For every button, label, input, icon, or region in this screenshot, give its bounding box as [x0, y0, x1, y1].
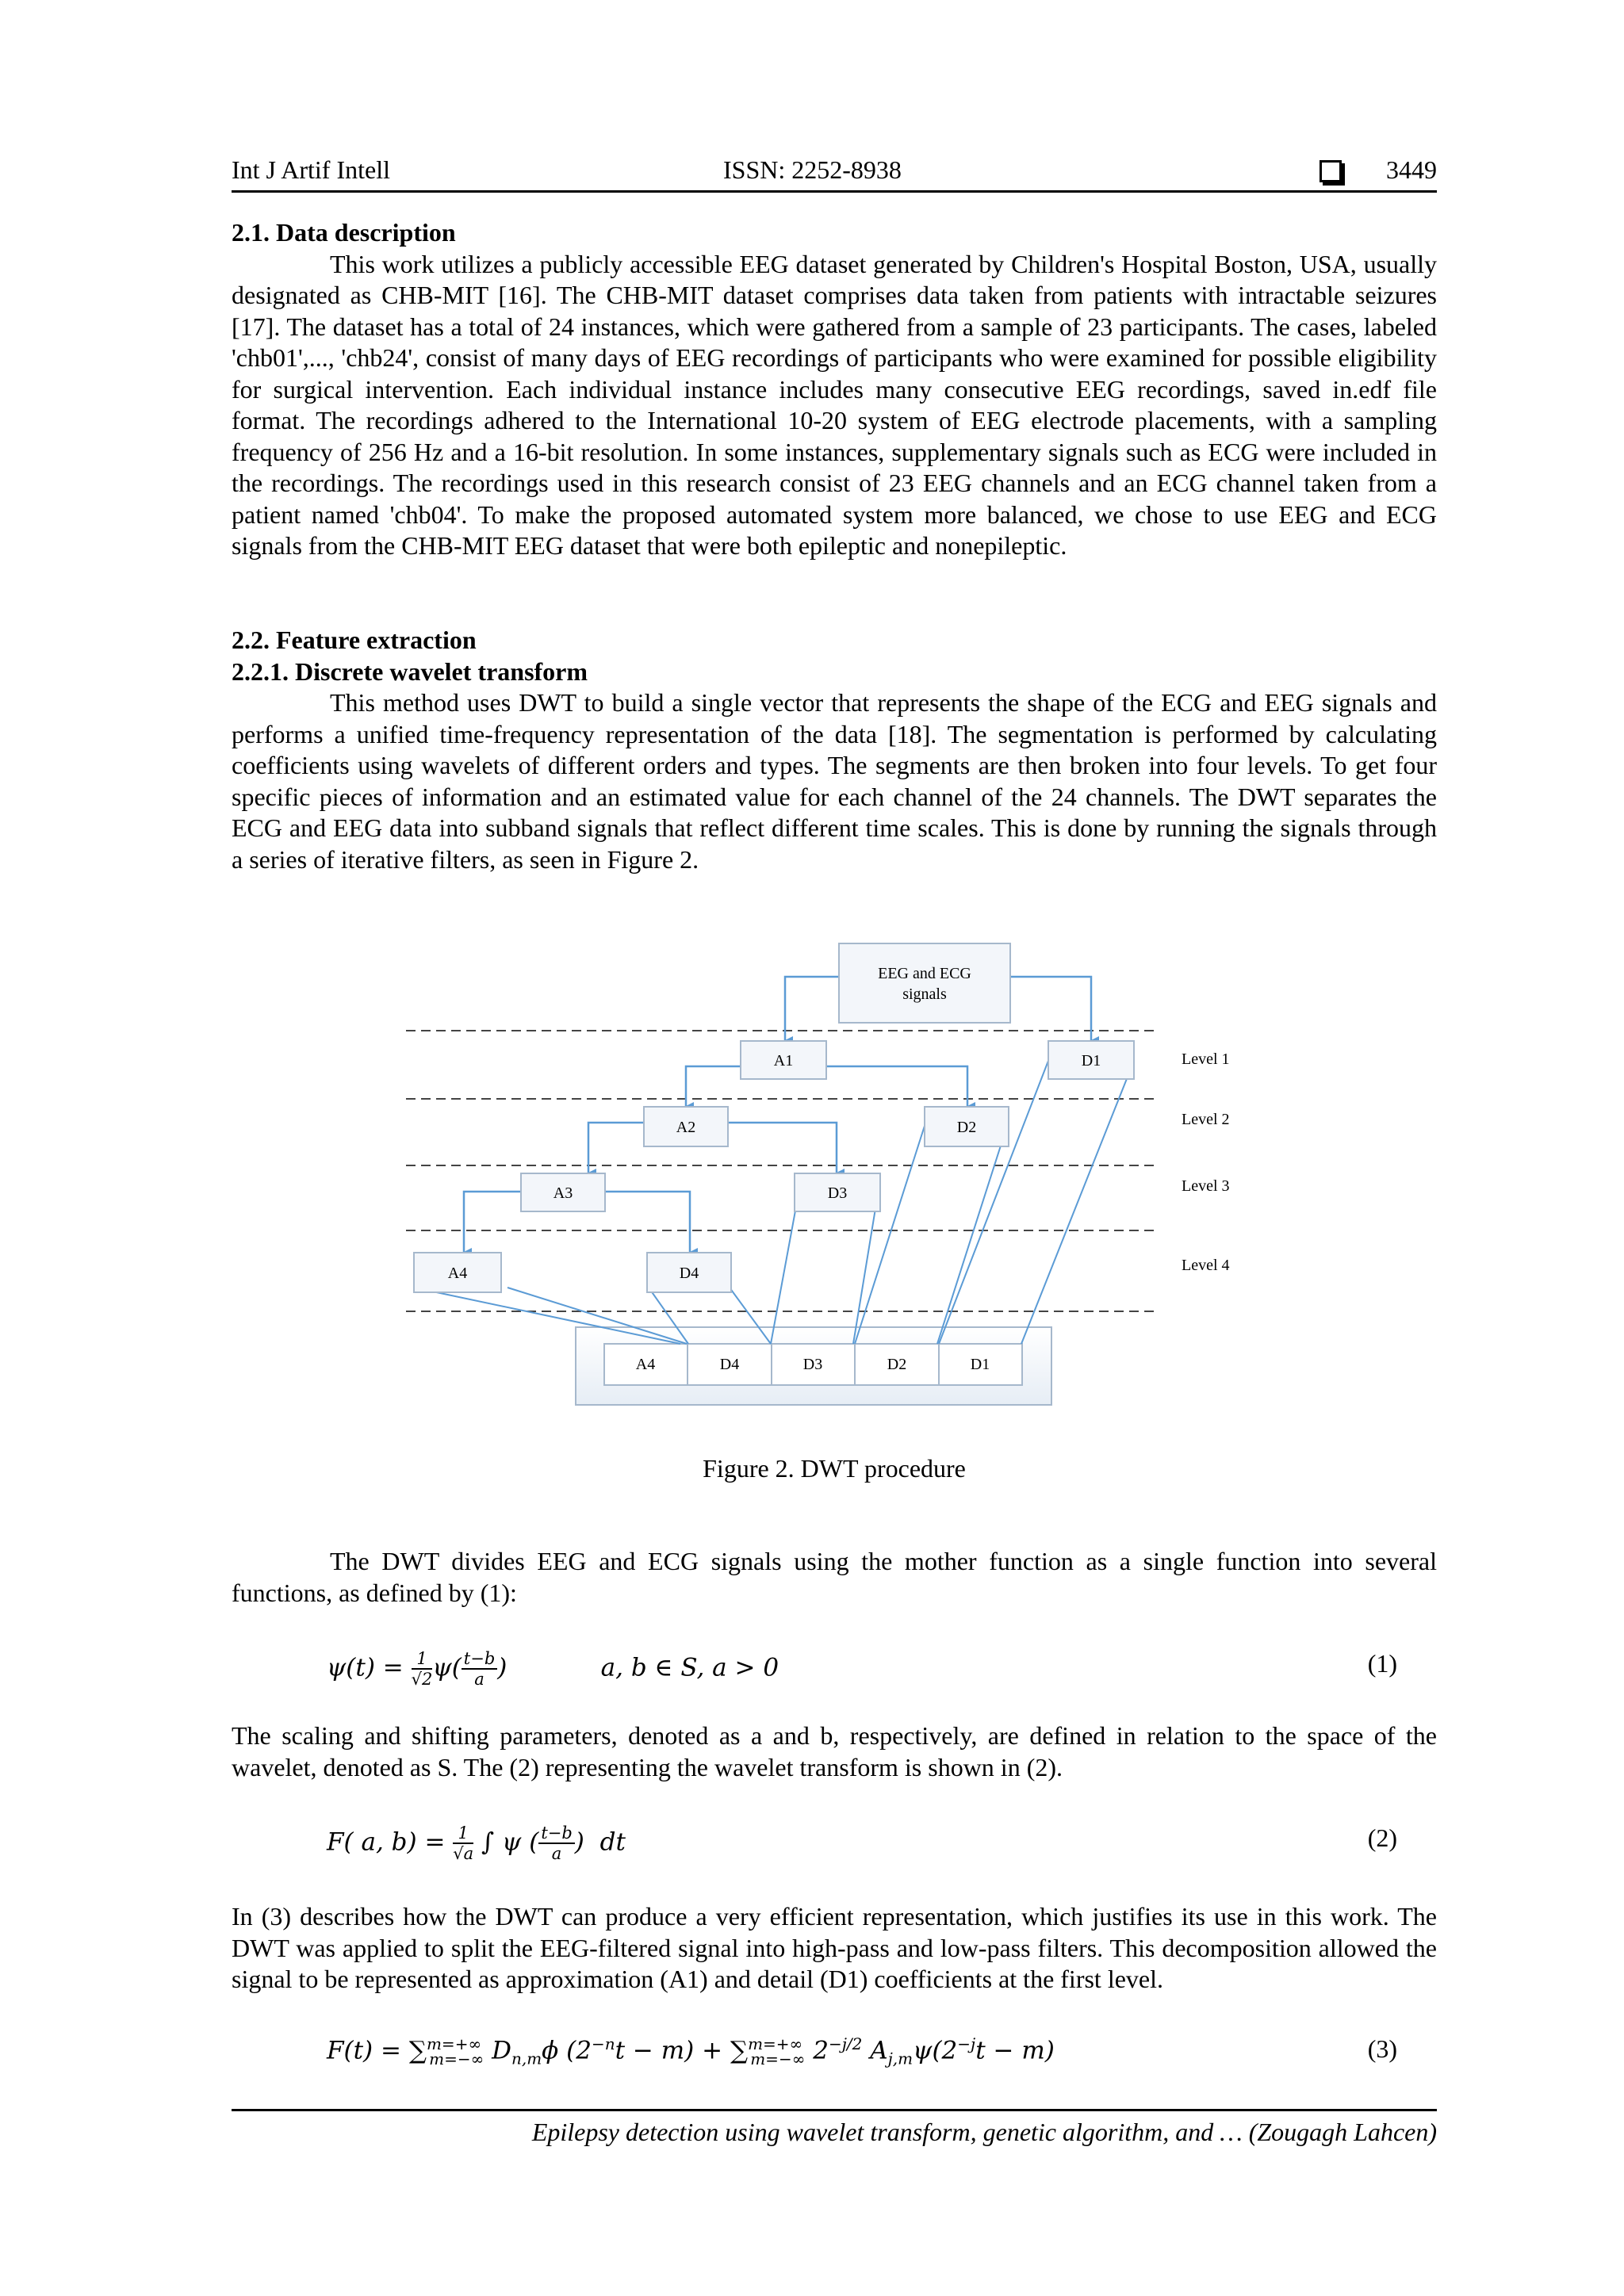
equation-3 [327, 2034, 1397, 2082]
level-labels [1182, 1050, 1230, 1274]
level-label: Level 4 [1182, 1257, 1230, 1274]
label-d1: D1 [1081, 1052, 1101, 1070]
output-label: A4 [635, 1356, 656, 1373]
level-label: Level 2 [1182, 1111, 1230, 1128]
paragraph: This work utilizes a publicly accessible EEG dataset generated by Children's Hospital Boston, USA, usually designated as CHB-MIT [16]. The CHB-MIT dataset comprises data taken from patients with intractable seizures [17]. The dataset has a total of 24 instances, which were gathered from a sample of 23 participants. The cases, labeled 'chb01',..., 'chb24', consist of many days of EEG recordings of participants who were examined for possible eligibility for surgical intervention. Each individual instance includes many consecutive EEG recordings, saved in.edf file format. The recordings adhered to the International 10-20 system of EEG electrode placements, with a sampling frequency of 256 Hz and a 16-bit resolution. In some instances, supplementary signals such as ECG were included in the recordings. The recordings used in this research consist of 23 EEG channels and an ECG channel taken from a patient named 'chb04'. To make the proposed automated system more balanced, we chose to use EEG and ECG signals from the CHB-MIT EEG dataset that were both epileptic and nonepileptic. [232, 249, 1437, 560]
section-data-description [232, 217, 1437, 562]
arrow [599, 1192, 690, 1253]
subsection-heading: 2.2.1. Discrete wavelet transform [232, 656, 588, 686]
dwt-diagram [396, 936, 1269, 1427]
label-a3: A3 [553, 1184, 573, 1202]
paragraph: The DWT divides EEG and ECG signals using the mother function as a single function into several functions, as defined by (1): [232, 1547, 1437, 1607]
equation-number: (3) [1367, 2034, 1397, 2063]
arrow [464, 1192, 521, 1253]
dwt-figure [396, 936, 1269, 1427]
output-label: D3 [802, 1356, 823, 1373]
label-d4: D4 [679, 1265, 699, 1282]
section-feature-extraction [232, 625, 1437, 875]
figure-caption: Figure 2. DWT procedure [703, 1454, 966, 1483]
section-heading: 2.2. Feature extraction [232, 626, 477, 654]
label-a4: A4 [447, 1265, 468, 1282]
label-a2: A2 [676, 1119, 696, 1136]
equation-number: (2) [1367, 1823, 1397, 1852]
equation-1 [327, 1649, 1397, 1697]
connector [1021, 1061, 1134, 1344]
page-footer: Epilepsy detection using wavelet transform, genetic algorithm, and … (Zougagh Lahcen) [232, 2109, 1437, 2147]
equation-number: (1) [1367, 1649, 1397, 1678]
label-d2: D2 [956, 1119, 977, 1136]
paragraph-scaling [232, 1720, 1437, 1783]
square-icon [1320, 160, 1342, 182]
equation-2 [327, 1823, 1397, 1871]
root-node [839, 943, 1010, 1023]
label-d3: D3 [827, 1184, 848, 1202]
paragraph-dwt-definition [232, 1546, 1437, 1609]
root-label-line1: EEG and ECG [878, 965, 971, 982]
level-label: Level 1 [1182, 1050, 1230, 1068]
arrow [1010, 977, 1091, 1041]
connector [853, 1189, 879, 1344]
page-number: 3449 [1386, 155, 1437, 184]
page-header [232, 155, 1437, 193]
level-label: Level 3 [1182, 1177, 1230, 1195]
root-label-line2: signals [902, 985, 947, 1003]
equation-expression: F(t) = ∑$^{m=+\infty}_{m=-\infty}$ $D_{n,m}\phi$ $(2^{-n}t - m) + \sum^{m=+\infty}_{m=-\infty}$ $2^{-j/2}$ $A_{j,m}\psi(2^{-j}t - m)$ [327, 2034, 1055, 2068]
connector [414, 1288, 680, 1344]
paragraph-representation [232, 1901, 1437, 1996]
output-label: D4 [719, 1356, 740, 1373]
connector [939, 1061, 1048, 1344]
issn: ISSN: 2252-8938 [723, 155, 902, 184]
paragraph: The scaling and shifting parameters, denoted as a and b, respectively, are defined in relation to the space of the wavelet, denoted as S. The (2) representing the wavelet transform is shown in (2). [232, 1721, 1437, 1781]
journal-name: Int J Artif Intell [232, 155, 390, 184]
output-label: D1 [970, 1356, 990, 1373]
equation-expression: F( a, b) = $\frac{1}{√a}$ ∫ ψ ( $\frac{t-b}{a}$ ) dt [327, 1823, 626, 1863]
paragraph: In (3) describes how the DWT can produce a very efficient representation, which justifies its use in this work. The DWT was applied to split the EEG-filtered signal into high-pass and low-pass filters. This decomposition allowed the signal to be represented as approximation (A1) and detail (D1) coefficients at the first level. [232, 1902, 1437, 1993]
section-heading: 2.1. Data description [232, 218, 456, 247]
output-label: D2 [887, 1356, 907, 1373]
equation-expression: ψ(t) = $\frac{1}{√2}$ ψ( $\frac{t-b}{a}$ ) a, b ∈ S, a > 0 [327, 1649, 779, 1689]
connector [771, 1189, 799, 1344]
paragraph: This method uses DWT to build a single vector that represents the shape of the ECG and EEG signals and performs a unified time-frequency representation of the data [18]. The segmentation is performed by calculating coefficients using wavelets of different orders and types. The segments are then broken into four levels. To get four specific pieces of information and an estimated value for each channel of the 24 channels. The DWT separates the ECG and EEG data into subband signals that reflect different time scales. This is done by running the signals through a series of iterative filters, as seen in Figure 2. [232, 688, 1437, 874]
label-a1: A1 [773, 1052, 794, 1070]
